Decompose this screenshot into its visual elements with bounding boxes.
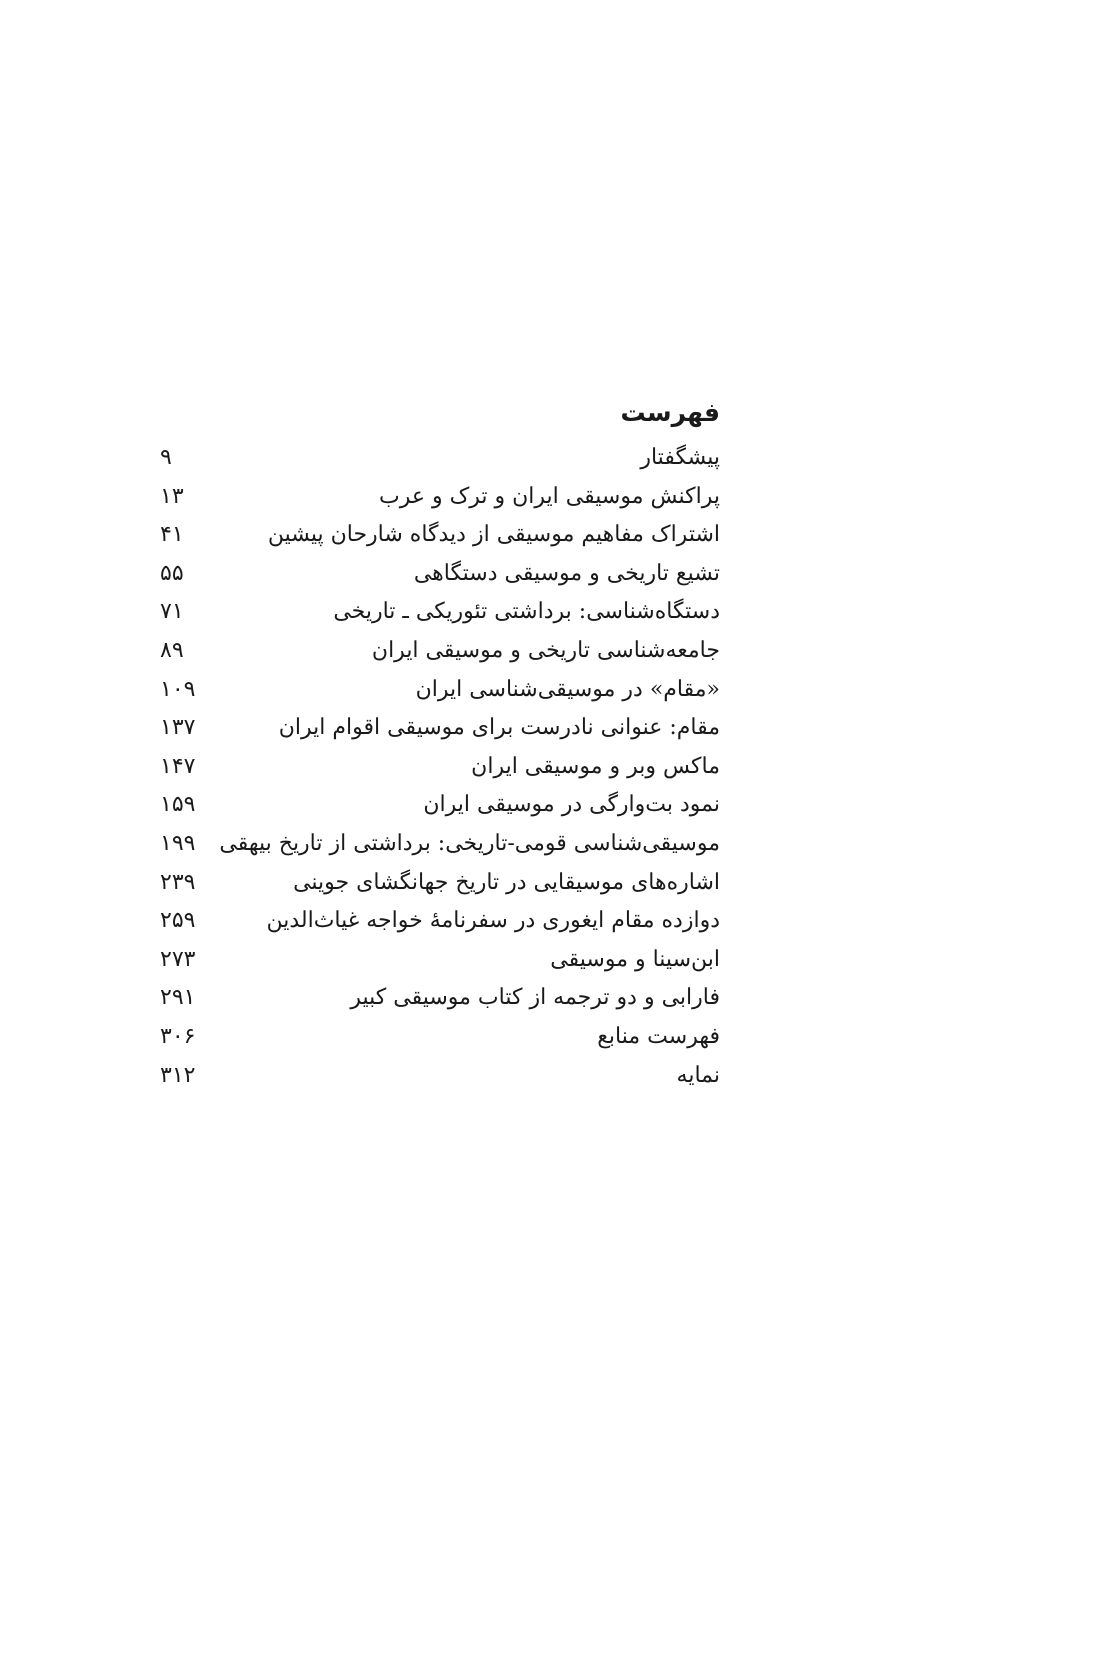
toc-entry-title: فهرست منابع [597,1023,720,1049]
toc-entry-title: تشیع تاریخی و موسیقی دستگاهی [413,560,720,586]
toc-entry [160,1057,720,1096]
toc-entry [160,671,720,710]
toc-list [160,439,720,1095]
toc-entry-title: ماکس وبر و موسیقی ایران [471,753,720,779]
toc-entry-page: ۴۱ [160,522,184,548]
toc-entry-page: ۳۰۶ [160,1023,196,1049]
toc-entry-page: ۱۹۹ [160,830,196,856]
toc-entry-page: ۷۱ [160,599,184,625]
toc-entry-title: پراکنش موسیقی ایران و ترک و عرب [379,483,720,509]
toc-entry [160,1018,720,1057]
toc-entry-page: ۱۴۷ [160,753,196,779]
toc-entry [160,555,720,594]
toc-entry-page: ۲۳۹ [160,869,196,895]
toc-entry [160,439,720,478]
toc-entry-title: ابن‌سینا و موسیقی [550,946,720,972]
toc-entry-page: ۲۹۱ [160,985,196,1011]
toc-entry [160,748,720,787]
toc-entry-title: اشاره‌های موسیقایی در تاریخ جهانگشای جوینی [293,869,720,895]
toc-entry [160,632,720,671]
toc-entry-title: موسیقی‌شناسی قومی-تاریخی: برداشتی از تاریخ بیهقی [219,830,720,856]
toc-entry [160,786,720,825]
toc-entry-page: ۳۱۲ [160,1062,196,1088]
toc-entry-title: جامعه‌شناسی تاریخی و موسیقی ایران [371,637,720,663]
toc-entry-title: فارابی و دو ترجمه از کتاب موسیقی کبیر [350,985,720,1011]
toc-title: فهرست [620,398,720,427]
toc-entry-page: ۵۵ [160,560,184,586]
toc-entry [160,864,720,903]
toc-entry-title: «مقام» در موسیقی‌شناسی ایران [415,676,720,702]
toc-entry-page: ۲۵۹ [160,908,196,934]
toc-entry-title: اشتراک مفاهیم موسیقی از دیدگاه شارحان پیشین [267,522,720,548]
toc-entry [160,825,720,864]
toc-entry-page: ۸۹ [160,637,184,663]
toc-entry [160,941,720,980]
toc-entry-page: ۱۰۹ [160,676,196,702]
toc-entry-title: دوازده مقام ایغوری در سفرنامهٔ خواجه غیاث‌الدین [266,908,720,934]
toc-entry-page: ۹ [160,445,172,470]
toc-entry-page: ۱۳ [160,483,184,509]
toc-entry [160,902,720,941]
toc-entry-title: نمود بت‌وارگی در موسیقی ایران [423,792,720,818]
toc-entry-page: ۱۳۷ [160,715,196,741]
table-of-contents [160,395,720,1095]
toc-entry-title: پیشگفتار [640,445,720,470]
toc-entry-page: ۲۷۳ [160,946,196,972]
toc-entry-title: نمایه [676,1062,720,1088]
toc-entry [160,478,720,517]
toc-entry-title: مقام: عنوانی نادرست برای موسیقی اقوام ایران [278,715,720,741]
toc-entry-page: ۱۵۹ [160,792,196,818]
toc-entry [160,516,720,555]
toc-entry [160,979,720,1018]
toc-entry [160,709,720,748]
toc-entry-title: دستگاه‌شناسی: برداشتی تئوریکی ـ تاریخی [333,599,720,625]
toc-entry [160,593,720,632]
